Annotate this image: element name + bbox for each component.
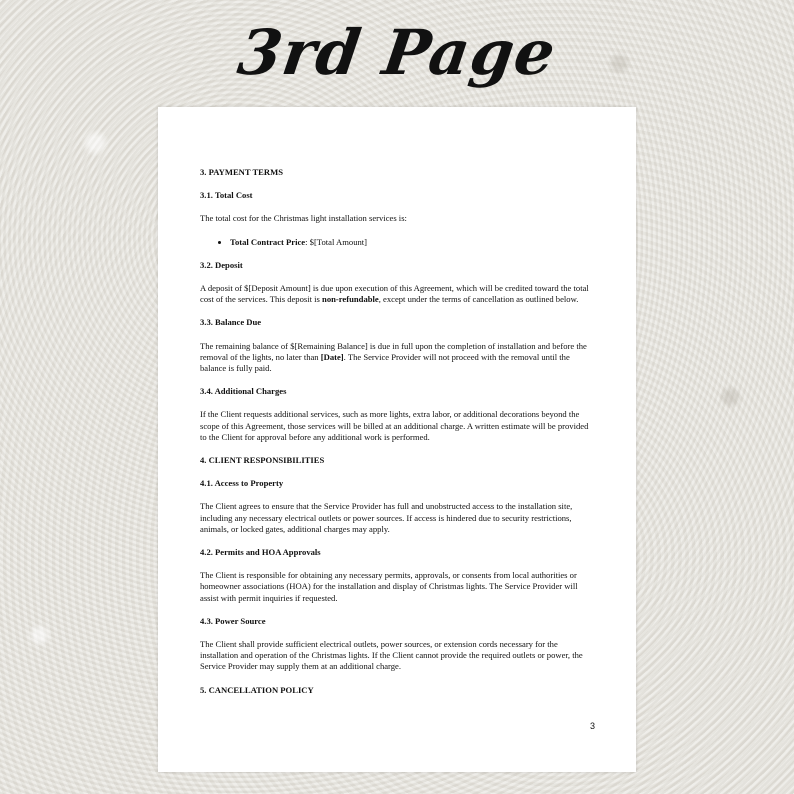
paragraph-total-cost: The total cost for the Christmas light installation services is: — [200, 213, 407, 224]
document-content — [200, 167, 596, 708]
page-number: 3 — [590, 721, 596, 731]
subsection-heading-deposit: 3.2. Deposit — [200, 259, 243, 270]
subsection-heading-additional-charges: 3.4. Additional Charges — [200, 386, 287, 397]
paragraph-access-to-property: The Client agrees to ensure that the Service Provider has full and unobstructed access to the installation site, including any necessary electrical outlets or power sources. If access is hindered due to security restrictions, animals, or locked gates, additional charges may apply. — [200, 501, 573, 534]
subsection-heading-permits: 4.2. Permits and HOA Approvals — [200, 547, 321, 558]
banner-title: 3rd Page — [233, 16, 561, 89]
subsection-heading-balance-due: 3.3. Balance Due — [200, 317, 262, 328]
paragraph-deposit — [200, 283, 596, 305]
deposit-text-b: , except under the terms of cancellation as outlined below. — [378, 294, 579, 305]
bullet-value: : $[Total Amount] — [305, 236, 368, 247]
total-cost-list — [200, 237, 596, 248]
section-heading-client-responsibilities: 4. CLIENT RESPONSIBILITIES — [200, 455, 325, 466]
paragraph-balance-due — [200, 341, 596, 375]
balance-text-b: . The Service Provider will not proceed with the removal until the balance is fully paid. — [200, 351, 570, 374]
paragraph-additional-charges: If the Client requests additional services, such as more lights, extra labor, or additional decorations beyond the scope of this Agreement, those services will be billed at an additional charge. A written estimate will be provided to the Client for approval before any additional work is performed. — [200, 409, 589, 442]
subsection-heading-total-cost: 3.1. Total Cost — [200, 190, 253, 201]
document-page — [158, 107, 636, 772]
subsection-heading-power-source: 4.3. Power Source — [200, 615, 266, 626]
deposit-bold: non-refundable — [322, 294, 379, 305]
section-heading-cancellation-policy: 5. CANCELLATION POLICY — [200, 684, 314, 695]
balance-text-a: The remaining balance of $[Remaining Balance] is due in full upon the completion of installation and before the removal of the lights, no later than — [200, 340, 587, 362]
bullet-label: Total Contract Price — [230, 236, 306, 247]
balance-bold: [Date] — [320, 351, 344, 362]
section-heading-payment-terms: 3. PAYMENT TERMS — [200, 167, 284, 177]
paragraph-power-source: The Client shall provide sufficient electrical outlets, power sources, or extension cords necessary for the installation and operation of the Christmas lights. If the Client cannot provide the required outlets or power, the Service Provider may supply them at an additional charge. — [200, 639, 583, 672]
paragraph-permits: The Client is responsible for obtaining any necessary permits, approvals, or consents from local authorities or homeowner associations (HOA) for the installation and display of Christmas lights. The Service Provider will assist with permit inquiries if requested. — [200, 570, 578, 603]
subsection-heading-access-to-property: 4.1. Access to Property — [200, 478, 284, 489]
deposit-text-a: A deposit of $[Deposit Amount] is due upon execution of this Agreement, which will be credited toward the total cost of the services. This deposit is — [200, 283, 589, 305]
list-item-total-contract-price — [230, 237, 596, 248]
